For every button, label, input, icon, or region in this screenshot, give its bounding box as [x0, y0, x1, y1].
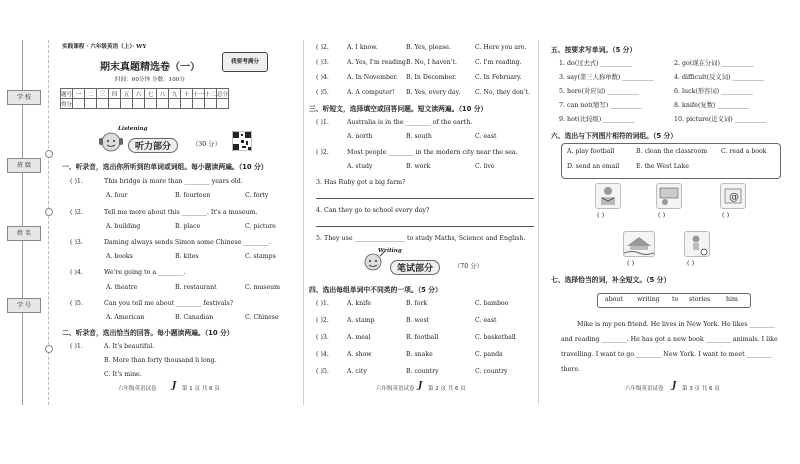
- section-7-title: 七、选择恰当的词，补全短文。（5 分）: [551, 276, 671, 284]
- open-question: 4. Can they go to school every day?: [316, 207, 430, 214]
- writing-title: 笔试部分: [390, 260, 440, 275]
- passage-line: there.: [561, 366, 581, 373]
- exam-page-2: [303, 40, 539, 405]
- exam-title: 期末真题精选卷（一）: [100, 62, 200, 73]
- football-picture-icon: [684, 231, 710, 257]
- word-task[interactable]: 4. difficult(反义词) __________: [674, 74, 764, 81]
- table-cell: 十二: [205, 89, 217, 99]
- answer-paren[interactable]: ( ): [627, 259, 635, 267]
- option-a[interactable]: A. stamp: [347, 317, 375, 324]
- option-b[interactable]: B. snake: [406, 351, 433, 358]
- answer-paren[interactable]: ( )3.: [316, 59, 329, 66]
- table-cell: 九: [169, 89, 181, 99]
- question-text: Can you tell me about ________ festivals?: [104, 300, 234, 307]
- classroom-picture-icon: [656, 183, 682, 209]
- answer-line[interactable]: [316, 226, 534, 227]
- phrase-option[interactable]: A. play football: [567, 148, 615, 155]
- option-a[interactable]: A. building: [106, 223, 141, 230]
- writing-badge: Writing: [378, 248, 402, 254]
- option-c[interactable]: C. live: [475, 163, 495, 170]
- word-task[interactable]: 5. here(对应词) __________: [559, 88, 639, 95]
- answer-paren[interactable]: ( )2.: [316, 44, 329, 51]
- score-cell[interactable]: [217, 99, 229, 109]
- score-cell[interactable]: [133, 99, 145, 109]
- answer-paren[interactable]: ( ): [658, 211, 666, 219]
- time-score: 时间：60分钟 分数：100分: [115, 77, 185, 83]
- option-b[interactable]: B. kites: [175, 253, 199, 260]
- phrase-option[interactable]: C. read a book: [721, 148, 767, 155]
- word-bank-item[interactable]: writing: [637, 296, 660, 303]
- option-b[interactable]: B. country: [406, 368, 439, 375]
- footer-page: 第 2 页 共 6 页: [428, 386, 466, 392]
- option-a[interactable]: A. books: [106, 253, 133, 260]
- class-label: 班 级: [7, 158, 41, 173]
- question-text: This bridge is more than ________ years old.: [104, 178, 243, 185]
- score-table: [60, 88, 229, 109]
- phrase-option[interactable]: D. send an email: [567, 163, 620, 170]
- option-a[interactable]: A. American: [106, 314, 145, 321]
- word-bank-item[interactable]: him: [726, 296, 738, 303]
- word-bank-item[interactable]: about: [605, 296, 623, 303]
- table-cell: 六: [133, 89, 145, 99]
- option-b[interactable]: B. work: [406, 163, 431, 170]
- score-table-header-row: [61, 89, 229, 99]
- option-c[interactable]: C. basketball: [475, 334, 516, 341]
- answer-paren[interactable]: ( )5.: [316, 368, 329, 375]
- word-task[interactable]: 7. can not(缩写) __________: [559, 102, 642, 109]
- listening-points: （30 分）: [192, 141, 221, 148]
- option-b[interactable]: B. restaurant: [175, 284, 217, 291]
- passage-line: travelling. I want to go ________ New York. I want to meet ________: [561, 351, 772, 358]
- answer-paren[interactable]: ( )2.: [70, 209, 83, 216]
- question-text: Most people ________ in the modern city near the sea.: [347, 149, 518, 156]
- footer-logo-icon: 𝑱: [418, 381, 423, 391]
- phrase-option[interactable]: B. clean the classroom: [636, 148, 708, 155]
- answer-paren[interactable]: ( )1.: [316, 300, 329, 307]
- answer-paren[interactable]: ( )3.: [316, 334, 329, 341]
- option-c[interactable]: C. It's mine.: [104, 371, 142, 378]
- answer-paren[interactable]: ( )1.: [70, 343, 83, 350]
- table-cell: 八: [157, 89, 169, 99]
- answer-paren[interactable]: ( )4.: [316, 351, 329, 358]
- option-a[interactable]: A. knife: [347, 300, 372, 307]
- svg-text:@: @: [729, 192, 739, 203]
- table-cell: 题号: [61, 89, 73, 99]
- table-cell: 二: [85, 89, 97, 99]
- option-c[interactable]: C. forty: [245, 192, 269, 199]
- table-cell: 十: [181, 89, 193, 99]
- section-5-title: 五、按要求写单词。（5 分）: [551, 46, 637, 54]
- footer-label: 六年级英语试卷: [118, 386, 157, 392]
- answer-paren[interactable]: ( )4.: [316, 74, 329, 81]
- option-b[interactable]: B. west: [406, 317, 430, 324]
- score-cell[interactable]: [73, 99, 85, 109]
- passage-line: and reading ________. He has got a new book ________ animals. I like: [561, 336, 778, 343]
- option-a[interactable]: A. show: [347, 351, 372, 358]
- question-text: Australia is in the ________ of the earth.: [347, 119, 473, 126]
- word-task[interactable]: 1. do(过去式) __________: [559, 60, 633, 67]
- option-c[interactable]: C. stamps: [245, 253, 276, 260]
- answer-paren[interactable]: ( ): [722, 211, 730, 219]
- option-b[interactable]: B. More than forty thousand li long.: [104, 357, 217, 364]
- email-picture-icon: [720, 183, 746, 209]
- option-c[interactable]: C. Chinese: [245, 314, 279, 321]
- section-2-title: 二、听录音，选出恰当的回答。每小题读两遍。（10 分）: [62, 329, 234, 337]
- answer-paren[interactable]: ( ): [597, 211, 605, 219]
- option-c[interactable]: C. panda: [475, 351, 503, 358]
- option-a[interactable]: A. Yes, I'm reading.: [347, 59, 408, 66]
- option-c[interactable]: C. museum: [245, 284, 280, 291]
- footer-page: 第 1 页 共 6 页: [182, 386, 220, 392]
- option-b[interactable]: B. fork: [406, 300, 428, 307]
- word-task[interactable]: 2. go(现在分词) __________: [674, 60, 754, 67]
- table-cell: 一: [73, 89, 85, 99]
- option-c[interactable]: C. In February.: [475, 74, 522, 81]
- west-lake-picture-icon: [623, 231, 655, 257]
- option-a[interactable]: A. four: [106, 192, 128, 199]
- question-text: We're going to a ________.: [104, 269, 186, 276]
- phrase-option[interactable]: E. the West Lake: [636, 163, 689, 170]
- score-cell[interactable]: [193, 99, 205, 109]
- passage-line: Mike is my pen friend. He lives in New York. He likes ________: [577, 321, 775, 328]
- section-3-title: 三、听短文，选择填空或回答问题。短文读两遍。（10 分）: [309, 105, 488, 113]
- footer-label: 六年级英语试卷: [625, 386, 664, 392]
- section-1-title: 一、听录音，选出你所听到的单词或词组。每小题读两遍。（10 分）: [62, 163, 268, 171]
- option-a[interactable]: A. A computer!: [347, 89, 395, 96]
- answer-paren[interactable]: ( )5.: [70, 300, 83, 307]
- option-b[interactable]: B. Canadian: [175, 314, 214, 321]
- binding-hole: [45, 208, 53, 216]
- option-b[interactable]: B. south: [406, 133, 432, 140]
- school-label: 学 校: [7, 90, 41, 105]
- option-b[interactable]: B. Yes, every day.: [406, 89, 461, 96]
- binding-hole: [45, 345, 53, 353]
- answer-paren[interactable]: ( )3.: [70, 239, 83, 246]
- answer-paren[interactable]: ( )5.: [316, 89, 329, 96]
- option-b[interactable]: B. In December.: [406, 74, 457, 81]
- table-cell: 十一: [193, 89, 205, 99]
- option-a[interactable]: A. In November.: [347, 74, 398, 81]
- option-c[interactable]: C. east: [475, 133, 497, 140]
- option-c[interactable]: C. bamboo: [475, 300, 509, 307]
- option-a[interactable]: A. I know.: [347, 44, 378, 51]
- answer-paren[interactable]: ( ): [687, 259, 695, 267]
- binding-margin: [0, 40, 48, 405]
- exam-page-3: [538, 40, 800, 405]
- listening-badge: Listening: [118, 126, 148, 132]
- reading-picture-icon: [595, 183, 621, 209]
- binding-hole: [45, 150, 53, 158]
- name-label: 姓 名: [7, 226, 41, 241]
- score-cell[interactable]: [157, 99, 169, 109]
- open-question: 5. They use ________________ to study Maths, Science and English.: [316, 235, 526, 242]
- option-c[interactable]: C. Here you are.: [475, 44, 527, 51]
- word-bank-item[interactable]: to: [672, 296, 679, 303]
- score-cell[interactable]: [109, 99, 121, 109]
- option-b[interactable]: B. place: [175, 223, 201, 230]
- answer-paren[interactable]: ( )1.: [316, 119, 329, 126]
- word-task[interactable]: 9. hot(比较级) __________: [559, 116, 635, 123]
- table-cell: 五: [121, 89, 133, 99]
- section-6-title: 六、选出与下列图片相符的词组。（5 分）: [551, 132, 678, 140]
- footer-label: 六年级英语试卷: [376, 386, 415, 392]
- score-cell[interactable]: [97, 99, 109, 109]
- option-b[interactable]: B. football: [406, 334, 439, 341]
- answer-paren[interactable]: ( )2.: [316, 317, 329, 324]
- score-cell[interactable]: [85, 99, 97, 109]
- score-cell[interactable]: [205, 99, 217, 109]
- footer-logo-icon: 𝑱: [172, 381, 177, 391]
- word-task[interactable]: 10. picture(近义词) __________: [674, 116, 767, 123]
- table-cell: 四: [109, 89, 121, 99]
- score-table-score-row: [61, 99, 229, 109]
- score-cell[interactable]: [121, 99, 133, 109]
- listening-title: 听力部分: [128, 138, 178, 153]
- option-c[interactable]: C. picture: [245, 223, 276, 230]
- option-a[interactable]: A. study: [347, 163, 373, 170]
- option-c[interactable]: C. east: [475, 317, 497, 324]
- student-number-label: 学 号: [7, 298, 41, 313]
- option-a[interactable]: A. north: [347, 133, 373, 140]
- option-b[interactable]: B. Yes, please.: [406, 44, 451, 51]
- option-b[interactable]: B. fourteen: [175, 192, 211, 199]
- question-text: Tell me more about this ________. It's a museum.: [104, 209, 258, 216]
- word-task[interactable]: 3. say(第三人称单数) __________: [559, 74, 654, 81]
- score-cell[interactable]: [145, 99, 157, 109]
- answer-line[interactable]: [316, 198, 534, 199]
- writing-points: （70 分）: [454, 263, 483, 270]
- option-c[interactable]: C. country: [475, 368, 508, 375]
- option-a[interactable]: A. theatre: [106, 284, 138, 291]
- option-a[interactable]: A. It's beautiful.: [104, 343, 155, 350]
- stamp-badge: 我要考满分: [222, 52, 268, 72]
- option-a[interactable]: A. city: [347, 368, 367, 375]
- series-header: 实践课程 · 六年级英语（上）· WY: [62, 44, 147, 50]
- table-cell: 七: [145, 89, 157, 99]
- table-cell: 三: [97, 89, 109, 99]
- word-bank-item[interactable]: stories: [689, 296, 711, 303]
- answer-paren[interactable]: ( )2.: [316, 149, 329, 156]
- exam-page-1: [0, 40, 303, 405]
- question-text: Daming always sends Simon some Chinese ________.: [104, 239, 271, 246]
- section-4-title: 四、选出每组单词中不同类的一项。（5 分）: [309, 286, 442, 294]
- footer-page: 第 3 页 共 6 页: [682, 386, 720, 392]
- score-cell[interactable]: [181, 99, 193, 109]
- answer-paren[interactable]: ( )4.: [70, 269, 83, 276]
- table-cell: 得分: [61, 99, 73, 109]
- qr-code-icon: [232, 131, 252, 151]
- option-a[interactable]: A. meal: [347, 334, 371, 341]
- table-cell: 总分: [217, 89, 229, 99]
- word-task[interactable]: 6. luck(形容词) __________: [674, 88, 753, 95]
- score-cell[interactable]: [169, 99, 181, 109]
- footer-logo-icon: 𝑱: [672, 381, 677, 391]
- option-b[interactable]: B. No, I haven't.: [406, 59, 457, 66]
- answer-paren[interactable]: ( )1.: [70, 178, 83, 185]
- option-c[interactable]: C. I'm reading.: [475, 59, 522, 66]
- option-c[interactable]: C. No, they don't.: [475, 89, 530, 96]
- word-task[interactable]: 8. knife(复数) __________: [674, 102, 749, 109]
- open-question: 3. Has Ruby got a big farm?: [316, 179, 406, 186]
